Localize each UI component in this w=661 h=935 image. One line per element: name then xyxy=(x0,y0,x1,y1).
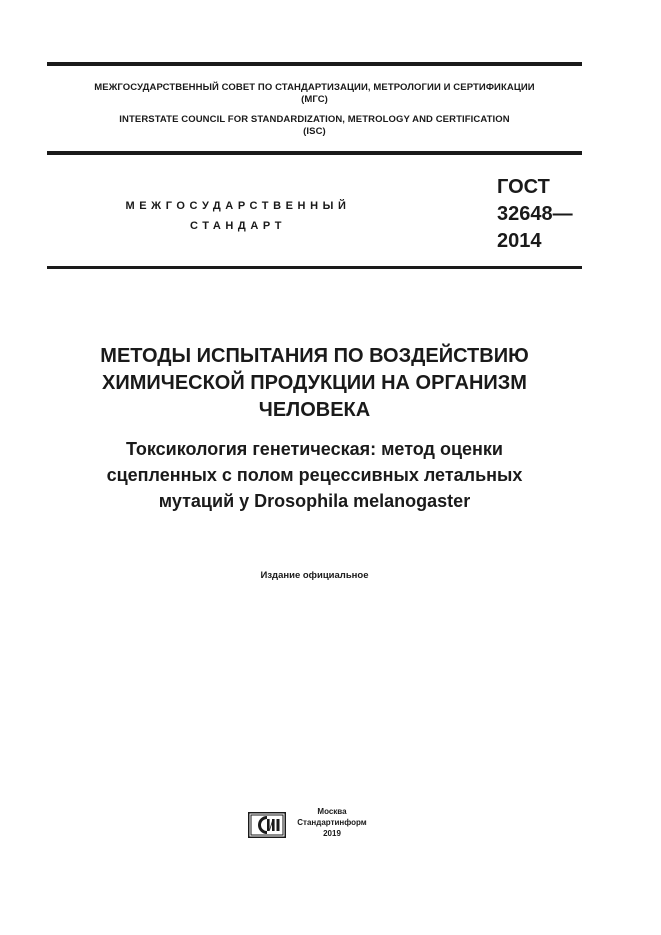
standartinform-logo-icon xyxy=(248,812,286,838)
gost-designation xyxy=(497,174,573,255)
standard-type-label xyxy=(118,196,358,236)
middle-rule xyxy=(47,151,582,155)
subtitle-line1: Токсикология генетическая: метод оценки xyxy=(126,439,503,459)
standard-label-line2: СТАНДАРТ xyxy=(189,220,287,232)
title-line1: МЕТОДЫ ИСПЫТАНИЯ ПО ВОЗДЕЙСТВИЮ xyxy=(100,345,529,367)
imprint-city: Москва xyxy=(317,807,347,816)
gost-year: 2014 xyxy=(497,230,542,252)
council-name-ru xyxy=(47,82,582,106)
edition-note: Издание официальное xyxy=(260,570,369,581)
document-subtitle xyxy=(47,436,582,514)
gost-number: 32648— xyxy=(497,203,573,225)
council-en-line1: INTERSTATE COUNCIL FOR STANDARDIZATION, METROLOGY AND CERTIFICATION xyxy=(119,114,510,125)
top-rule xyxy=(47,62,582,66)
title-line2: ХИМИЧЕСКОЙ ПРОДУКЦИИ НА ОРГАНИЗМ xyxy=(102,372,527,394)
title-line3: ЧЕЛОВЕКА xyxy=(258,399,371,421)
subtitle-line3: мутаций у Drosophila melanogaster xyxy=(158,491,471,511)
council-name-en xyxy=(47,114,582,138)
imprint xyxy=(292,806,372,839)
imprint-year: 2019 xyxy=(323,829,341,838)
council-ru-line1: МЕЖГОСУДАРСТВЕННЫЙ СОВЕТ ПО СТАНДАРТИЗАЦИИ, МЕТРОЛОГИИ И СЕРТИФИКАЦИИ xyxy=(94,82,535,93)
council-ru-abbr: (МГС) xyxy=(301,94,328,105)
document-title xyxy=(47,343,582,424)
bottom-rule xyxy=(47,266,582,269)
gost-prefix: ГОСТ xyxy=(497,176,550,198)
subtitle-line2: сцепленных с полом рецессивных летальных xyxy=(106,465,523,485)
imprint-publisher: Стандартинформ xyxy=(297,818,367,827)
council-en-abbr: (ISC) xyxy=(303,126,326,137)
standard-label-line1: МЕЖГОСУДАРСТВЕННЫЙ xyxy=(125,200,351,212)
